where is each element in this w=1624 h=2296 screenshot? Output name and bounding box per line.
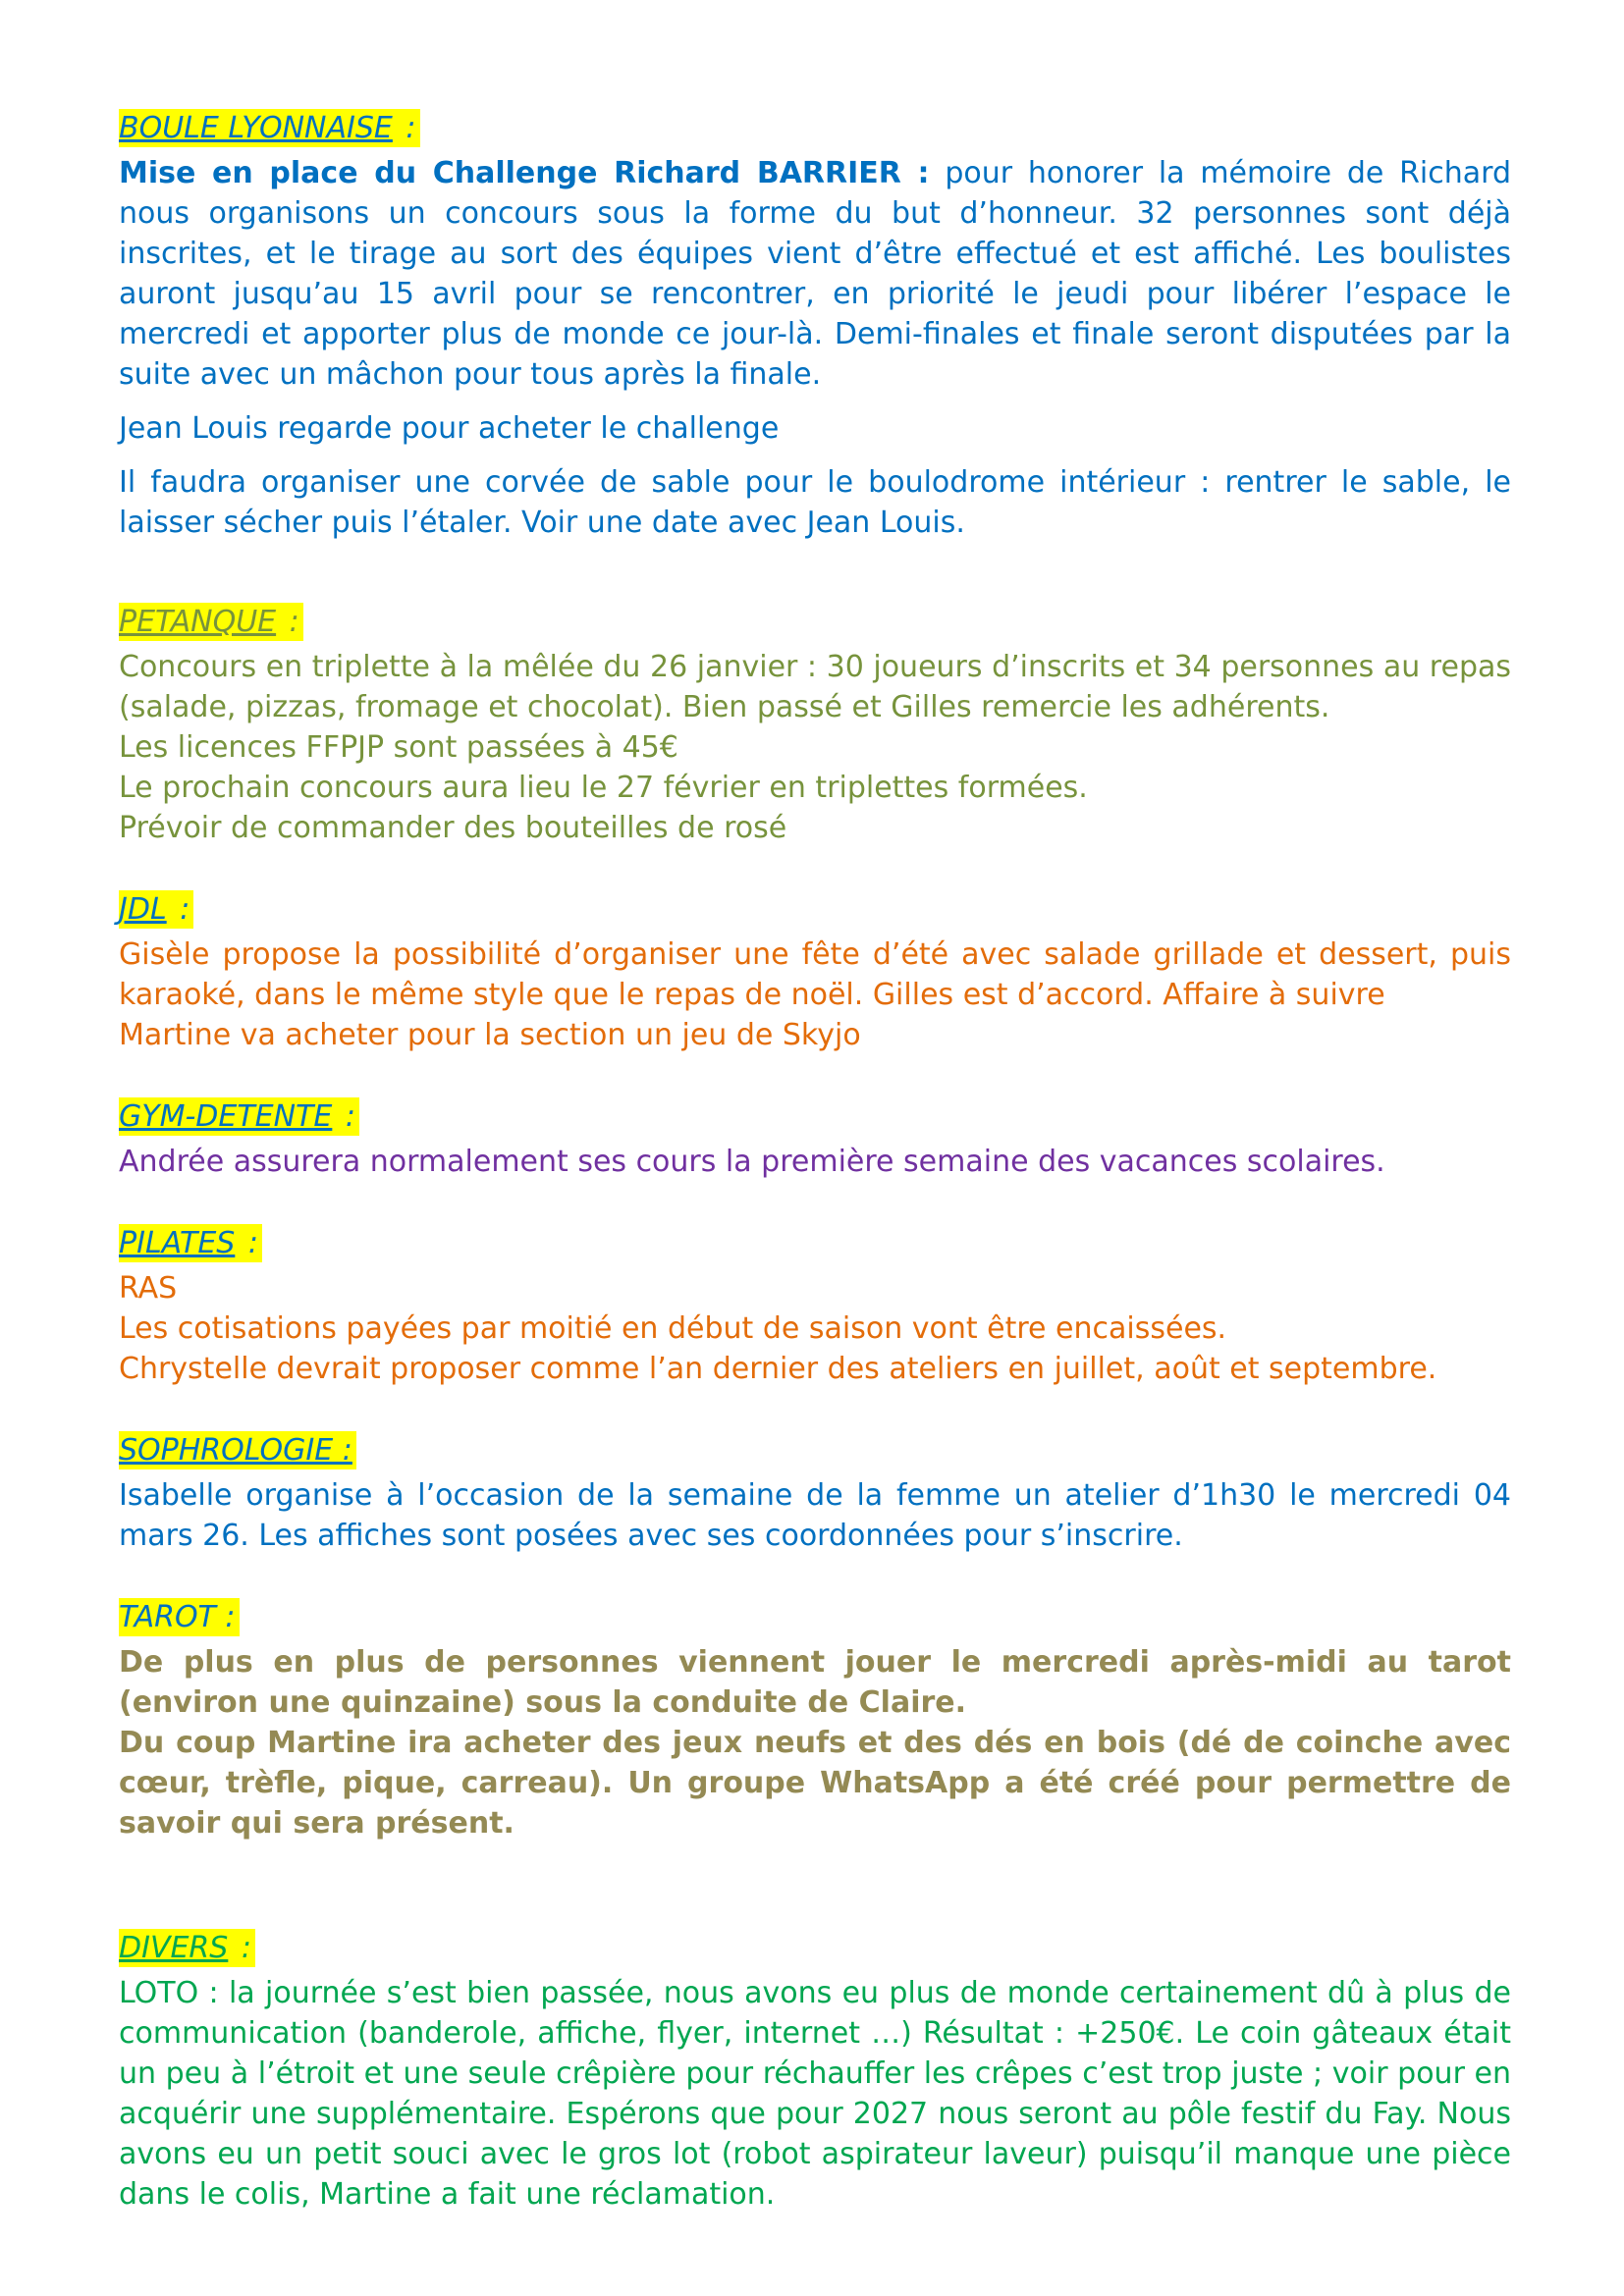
section-heading-pilates: PILATES (119, 1224, 239, 1262)
petanque-line-3: Le prochain concours aura lieu le 27 février en triplettes formées. (119, 771, 1088, 805)
section-jdl (119, 887, 1511, 1055)
petanque-line-1: Concours en triplette à la mêlée du 26 janvier : 30 joueurs d’inscrits et 34 personnes au repas (salade, pizzas, fromage et chocolat). Bien passé et Gilles remercie les adhérents. (119, 650, 1511, 724)
section-gym-detente (119, 1095, 1511, 1182)
boule-intro-bold: Mise en place du Challenge Richard BARRIER : (119, 156, 930, 190)
section-sophrologie (119, 1428, 1511, 1556)
heading-colon: : (280, 603, 303, 641)
section-heading-petanque: PETANQUE (119, 603, 280, 641)
pilates-line-2: Les cotisations payées par moitié en début de saison vont être encaissées. (119, 1311, 1227, 1346)
section-petanque (119, 600, 1511, 848)
section-heading-line (119, 1428, 1511, 1473)
heading-colon: : (171, 890, 194, 929)
section-heading-line (119, 106, 1511, 151)
boule-paragraph-3: Il faudra organiser une corvée de sable pour le boulodrome intérieur : rentrer le sable, le laisser sécher puis l’étaler. Voir une date avec Jean Louis. (119, 465, 1511, 540)
pilates-line-1: RAS (119, 1271, 178, 1306)
boule-intro-text: pour honorer la mémoire de Richard nous organisons un concours sous la forme du but d’honneur. 32 personnes sont déjà inscrites, et le tirage au sort des équipes vient d’être effectué et est affiché. Les boulistes auront jusqu’au 15 avril pour se rencontrer, en priorité le jeudi pour libérer l’espace le mercredi et apporter plus de monde ce jour-là. Demi-finales et finale seront disputées par la suite avec un mâchon pour tous après la finale. (119, 156, 1512, 392)
section-heading-divers: DIVERS (119, 1929, 232, 1967)
section-heading-gym: GYM-DETENTE (119, 1097, 336, 1136)
section-divers (119, 1926, 1511, 2215)
tarot-line-2: Du coup Martine ira acheter des jeux neufs et des dés en bois (dé de coinche avec cœur, trèfle, pique, carreau). Un groupe WhatsApp a été créé pour permettre de savoir qui sera présent. (119, 1726, 1511, 1841)
heading-colon: : (336, 1097, 359, 1136)
heading-colon: : (397, 109, 420, 147)
heading-colon: : (232, 1929, 255, 1967)
petanque-line-2: Les licences FFPJP sont passées à 45€ (119, 730, 678, 765)
section-heading-line (119, 600, 1511, 645)
section-pilates (119, 1221, 1511, 1389)
divers-line-1: LOTO : la journée s’est bien passée, nous avons eu plus de monde certainement dû à plus de communication (banderole, affiche, flyer, internet …) Résultat : +250€. Le coin gâteaux était un peu à l’étroit et une seule crêpière pour réchauffer les crêpes c’est trop juste ; voir pour en acquérir une supplémentaire. Espérons que pour 2027 nous seront au pôle festif du Fay. Nous avons eu un petit souci avec le gros lot (robot aspirateur laveur) puisqu’il manque une pièce dans le colis, Martine a fait une réclamation. (119, 1976, 1511, 2212)
section-heading-boule: BOULE LYONNAISE (119, 109, 397, 147)
section-heading-line (119, 1926, 1511, 1971)
boule-paragraph-1 (119, 153, 1511, 395)
sophrologie-line-1: Isabelle organise à l’occasion de la semaine de la femme un atelier d’1h30 le mercredi 04 mars 26. Les affiches sont posées avec ses coordonnées pour s’inscrire. (119, 1478, 1511, 1553)
section-heading-line (119, 1221, 1511, 1266)
petanque-line-4: Prévoir de commander des bouteilles de rosé (119, 811, 787, 845)
heading-colon: : (239, 1224, 262, 1262)
boule-paragraph-2: Jean Louis regarde pour acheter le challenge (119, 411, 780, 446)
section-heading-tarot: TAROT : (119, 1598, 240, 1636)
tarot-line-1: De plus en plus de personnes viennent jouer le mercredi après-midi au tarot (environ une quinzaine) sous la conduite de Claire. (119, 1645, 1511, 1720)
section-tarot (119, 1595, 1511, 1843)
section-heading-line (119, 1595, 1511, 1640)
section-heading-jdl: JDL (119, 890, 171, 929)
section-heading-sophrologie: SOPHROLOGIE : (119, 1431, 356, 1469)
pilates-line-3: Chrystelle devrait proposer comme l’an dernier des ateliers en juillet, août et septembre. (119, 1352, 1437, 1386)
section-heading-line (119, 887, 1511, 933)
jdl-line-2: Martine va acheter pour la section un jeu de Skyjo (119, 1018, 861, 1052)
document-page (119, 106, 1511, 2215)
section-heading-line (119, 1095, 1511, 1140)
jdl-line-1: Gisèle propose la possibilité d’organiser une fête d’été avec salade grillade et dessert, puis karaoké, dans le même style que le repas de noël. Gilles est d’accord. Affaire à suivre (119, 937, 1511, 1012)
section-boule-lyonnaise (119, 106, 1511, 543)
gym-line-1: Andrée assurera normalement ses cours la première semaine des vacances scolaires. (119, 1145, 1385, 1179)
